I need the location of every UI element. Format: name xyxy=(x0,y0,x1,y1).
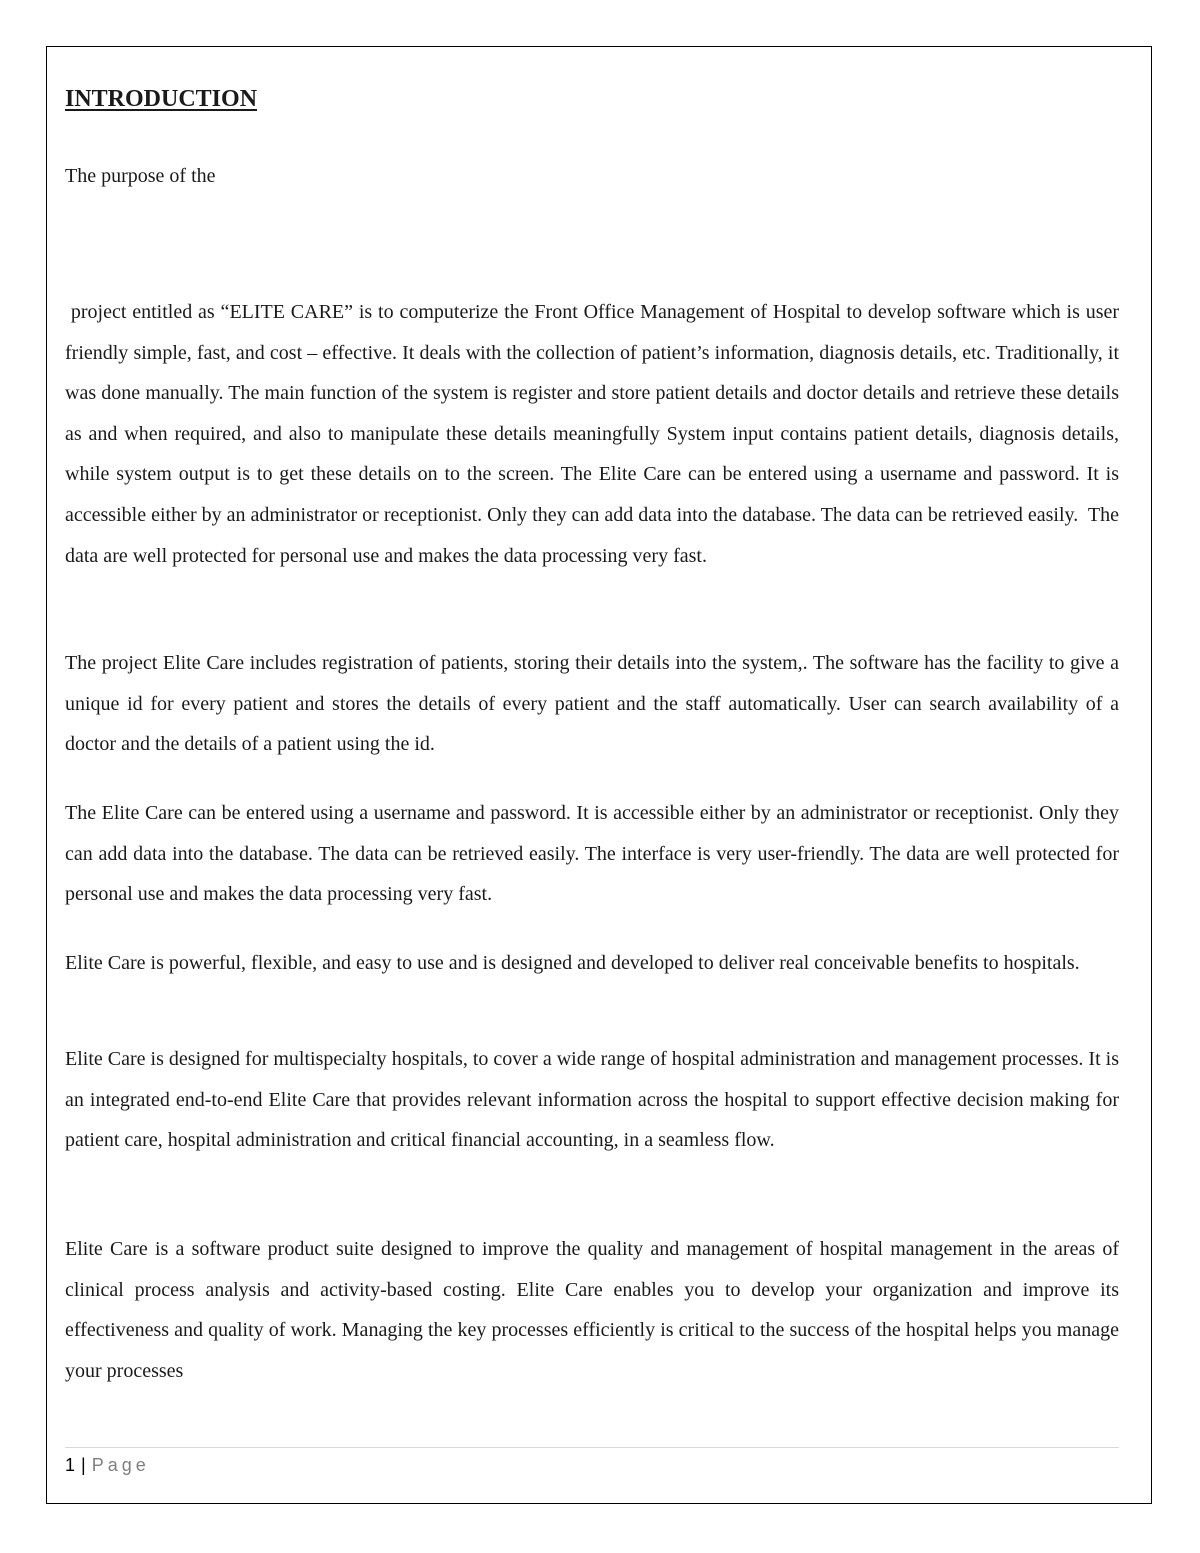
paragraph-multispecialty: Elite Care is designed for multispecialty hospitals, to cover a wide range of hospital administration and management processes. It is an integrated end-to-end Elite Care that provides relevant information across the hospital to support effective decision making for patient care, hospital administration and critical financial accounting, in a seamless flow. xyxy=(65,1048,1119,1152)
paragraph-suite: Elite Care is a software product suite designed to improve the quality and management of hospital management in the areas of clinical process analysis and activity-based costing. Elite Care enables you to develop your organization and improve its effectiveness and quality of work. Managing the key processes efficiently is critical to the success of the hospital helps you manage your processes xyxy=(65,1238,1119,1382)
page-label: Page xyxy=(91,1455,150,1475)
footer-separator: | xyxy=(81,1455,86,1475)
paragraph-benefits: Elite Care is powerful, flexible, and easy to use and is designed and developed to deliver real conceivable benefits to hospitals. xyxy=(65,952,1080,974)
footer-divider xyxy=(65,1447,1119,1448)
page-footer xyxy=(65,1455,150,1476)
page-number: 1 xyxy=(65,1455,76,1475)
paragraph-registration: The project Elite Care includes registration of patients, storing their details into the system,. The software has the facility to give a unique id for every patient and stores the details of every patient and the staff automatically. User can search availability of a doctor and the details of a patient using the id. xyxy=(65,652,1119,756)
paragraph-intro-start: The purpose of the xyxy=(65,165,216,187)
paragraph-purpose: project entitled as “ELITE CARE” is to computerize the Front Office Management of Hospital to develop software which is user friendly simple, fast, and cost – effective. It deals with the collection of patient’s information, diagnosis details, etc. Traditionally, it was done manually. The main function of the system is register and store patient details and doctor details and retrieve these details as and when required, and also to manipulate these details meaningfully System input contains patient details, diagnosis details, while system output is to get these details on to the screen. The Elite Care can be entered using a username and password. It is accessible either by an administrator or receptionist. Only they can add data into the database. The data can be retrieved easily. The data are well protected for personal use and makes the data processing very fast. xyxy=(65,301,1125,567)
paragraph-access: The Elite Care can be entered using a username and password. It is accessible either by an administrator or receptionist. Only they can add data into the database. The data can be retrieved easily. The interface is very user-friendly. The data are well protected for personal use and makes the data processing very fast. xyxy=(65,802,1119,906)
page-heading: INTRODUCTION xyxy=(65,86,258,112)
